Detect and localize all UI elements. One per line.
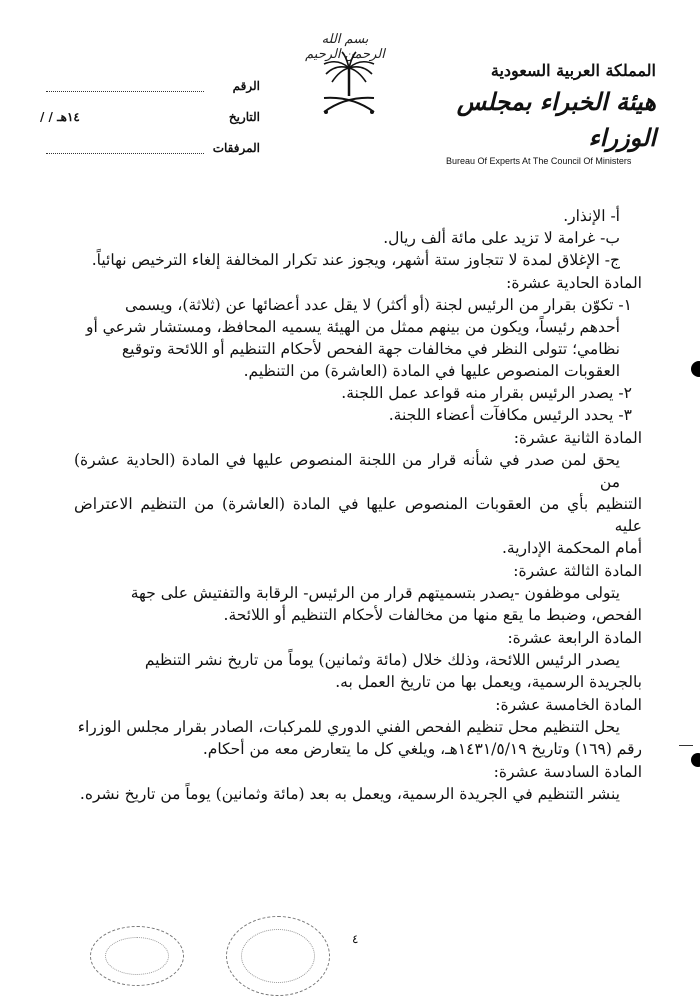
text-line: أ- الإنذار. [563,207,620,225]
number-row [40,70,260,101]
text-line: يحق لمن صدر في شأنه قرار من اللجنة المنصوص عليها في المادة (الحادية عشرة) من [74,451,620,491]
date-label: التاريخ [228,109,260,124]
text-line: يصدر الرئيس اللائحة، وذلك خلال (مائة وثمانين) يوماً من تاريخ نشر التنظيم [144,651,620,669]
official-stamp [90,926,184,986]
article-heading: المادة الثانية عشرة: [513,429,642,447]
attachments-label: المرفقات [212,140,260,155]
text-line: أمام المحكمة الإدارية. [502,539,642,557]
document-body [74,205,642,805]
punch-hole [691,361,700,377]
number-line [46,79,204,92]
text-line: بالجريدة الرسمية، ويعمل بها من تاريخ العمل به. [335,673,642,691]
article-heading: المادة الحادية عشرة: [506,274,642,292]
article-heading: المادة السادسة عشرة: [493,763,642,781]
text-line: ٣- يحدد الرئيس مكافآت أعضاء اللجنة. [388,406,632,424]
text-line: الفحص، وضبط ما يقع منها من مخالفات لأحكام التنظيم أو اللائحة. [223,606,642,624]
article-heading: المادة الخامسة عشرة: [495,696,642,714]
text-line: ٢- يصدر الرئيس بقرار منه قواعد عمل اللجنة. [341,384,632,402]
text-line: أحدهم رئيساً، ويكون من بينهم ممثل من الهيئة يسميه المحافظ، ومستشار شرعي أو [85,318,620,336]
attachments-line [46,141,204,154]
text-line: ب- غرامة لا تزيد على مائة ألف ريال. [383,229,620,247]
text-line: يحل التنظيم محل تنظيم الفحص الفني الدوري للمركبات، الصادر بقرار مجلس الوزراء [77,718,620,736]
article-heading: المادة الثالثة عشرة: [513,562,642,580]
date-row [40,101,260,132]
attachments-row [40,132,260,163]
article-heading: المادة الرابعة عشرة: [507,629,642,647]
bureau-name-en: Bureau Of Experts At The Council Of Ministers [446,156,632,166]
text-line: العقوبات المنصوص عليها في المادة (العاشرة) من التنظيم. [243,362,620,380]
official-seal [226,916,330,996]
text-line: التنظيم بأي من العقوبات المنصوص عليها في المادة (العاشرة) من التنظيم الاعتراض عليه [74,495,642,535]
organization-block [446,62,656,166]
bureau-name-ar: هيئة الخبراء بمجلس الوزراء [456,87,656,152]
page-number: ٤ [352,932,359,946]
number-label: الرقم [232,78,260,93]
margin-dash [679,745,693,746]
basmala: بسم الله الرحمن الرحيم [305,32,385,62]
saudi-emblem-icon [318,50,380,122]
kingdom-name: المملكة العربية السعودية [490,61,656,80]
text-line: ينشر التنظيم في الجريدة الرسمية، ويعمل به بعد (مائة وثمانين) يوماً من تاريخ نشره. [79,785,620,803]
date-value: / / ١٤هـ [40,109,80,124]
text-line: نظامي؛ تتولى النظر في مخالفات جهة الفحص لأحكام التنظيم أو اللائحة وتوقيع [121,340,620,358]
text-line: ج- الإغلاق لمدة لا تتجاوز ستة أشهر، ويجوز عند تكرار المخالفة إلغاء الترخيص نهائياً. [91,251,620,269]
text-line: يتولى موظفون -يصدر بتسميتهم قرار من الرئيس- الرقابة والتفتيش على جهة [130,584,620,602]
text-line: رقم (١٦٩) وتاريخ ١٤٣١/٥/١٩هـ، ويلغي كل ما يتعارض معه من أحكام. [202,740,642,758]
punch-hole [691,753,700,767]
reference-fields [40,70,260,163]
text-line: ١- تكوّن بقرار من الرئيس لجنة (أو أكثر) لا يقل عدد أعضائها عن (ثلاثة)، ويسمى [124,296,632,314]
